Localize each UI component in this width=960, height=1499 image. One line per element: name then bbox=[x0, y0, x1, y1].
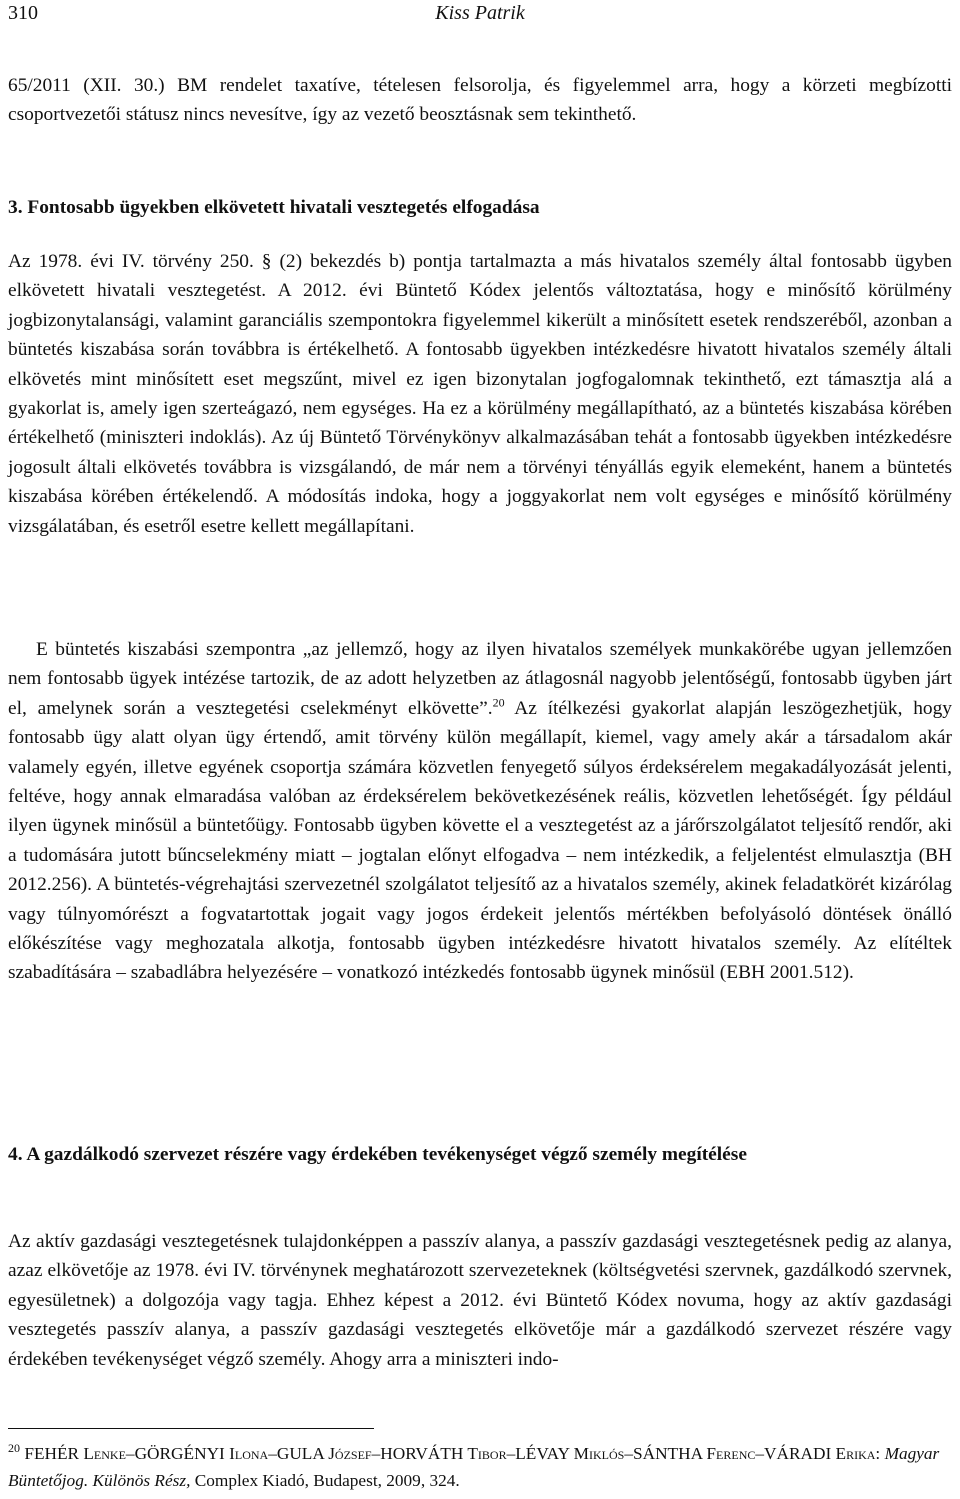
paragraph-section-3: Az 1978. évi IV. törvény 250. § (2) bekezdés b) pontja tartalmazta a más hivatalos személy által fontosabb ügyben elkövetett hivatali vesztegetést. A 2012. évi Büntető Kódex jelentős változtatása, hogy e minősítő körülmény jogbizonytalansági, valamint garanciális szempontokra figyelemmel kikerült a minősített esetek rendszeréből, azonban a büntetés kiszabása során továbbra is értékelhető. A fontosabb ügyekben intézkedésre hivatott hivatalos személy általi elkövetés mint minősített eset megszűnt, mivel ez igen bizonytalan jogfogalomnak tekinthető, ezt támasztja alá a gyakorlat is, amely igen szerteágazó, nem egységes. Ha ez a körülmény megállapítható, az a büntetés kiszabása körében értékelhető (miniszteri indoklás). Az új Büntető Törvénykönyv alkalmazásában tehát a fontosabb ügyekben intézkedésre jogosult általi elkövetés továbbra is vizsgálandó, de már nem a törvényi tényállás egyik elemeként, hanem a büntetés kiszabása körében értékelendő. A módosítás indoka, hogy a joggyakorlat nem volt egységes e minősítő körülmény vizsgálatában, és esetről esetre kellett megállapítani. bbox=[8, 251, 952, 537]
paragraph-quote-part: E büntetés kiszabási szempontra „az jellemző, hogy az ilyen hivatalos személyek munkakörébe ugyan jellemzően nem fontosabb ügyek intézése tartozik, de az adott helyzetben az átlagosnál nagyobb jelentőségű, fontosabb ügyben járt el, amelynek során a vesztegetési cselekményt elkövette”. bbox=[8, 639, 952, 719]
footnote-number: 20 bbox=[8, 1441, 20, 1456]
paragraph-section-3-cont bbox=[8, 635, 952, 988]
footnote-separator bbox=[8, 1428, 374, 1429]
paragraph-rest: Az ítélkezési gyakorlat alapján leszögezhetjük, hogy fontosabb ügy alatt olyan ügy értendő, amit törvény külön megállapít, kiemel, vagy amely akár a társadalom akár valamely egyén, illetve egyének csoportja számára közvetlen fenyegető súlyos érdeksérelem megakadályozását jelenti, feltéve, hogy annak elmaradása valóban az érdeksérelem bekövetkezésének reális, közvetlen lehetőségét. Így például ilyen ügynek minősül a büntetőügy. Fontosabb ügyben követte el a vesztegetést az a járőrszolgálatot teljesítő rendőr, aki a tudomására jutott bűncselekmény miatt – jogtalan előnyt elfogadva – nem intézkedik, a feljelentést elmulasztja (BH 2012.256). A büntetés-végrehajtási szervezetnél szolgálatot teljesítő az a hivatalos személy, akinek feladatkörét kizárólag vagy túlnyomórészt a fogvatartottak jogait vagy jogos érdekeit jelentős mértékben befolyásoló döntések önálló előkészítése vagy meghozatala alkotja, fontosabb ügyben intézkedésre hivatott hivatalos személy. Az elítéltek szabadítására – szabadlábra helyezésére – vonatkozó intézkedés fontosabb ügynek minősül (EBH 2001.512). bbox=[8, 697, 952, 984]
running-head-author: Kiss Patrik bbox=[435, 2, 525, 24]
footnote bbox=[8, 1440, 952, 1494]
footnote-ref[interactable]: 20 bbox=[492, 695, 505, 710]
running-header bbox=[8, 2, 952, 30]
footnote-publisher: Complex Kiadó, Budapest, 2009, 324. bbox=[194, 1471, 460, 1490]
page-number: 310 bbox=[8, 2, 38, 24]
section-heading-3: 3. Fontosabb ügyekben elkövetett hivatali vesztegetés elfogadása bbox=[8, 197, 540, 218]
footnote-title: Magyar Büntetőjog. Különös Rész, bbox=[8, 1444, 940, 1490]
section-heading-4: 4. A gazdálkodó szervezet részére vagy érdekében tevékenységet végző személy megítélése bbox=[8, 1144, 747, 1165]
paragraph-intro: 65/2011 (XII. 30.) BM rendelet taxatíve, tételesen felsorolja, és figyelemmel arra, hogy a körzeti megbízotti csoportvezetői státusz nincs nevesítve, így az vezető beosztásnak sem tekinthető. bbox=[8, 75, 952, 126]
footnote-authors: FEHÉR Lenke–GÖRGÉNYI Ilona–GULA József–HORVÁTH Tibor–LÉVAY Miklós–SÁNTHA Ferenc–VÁRADI Erika: bbox=[24, 1444, 881, 1463]
paragraph-section-4: Az aktív gazdasági vesztegetésnek tulajdonképpen a passzív alanya, a passzív gazdasági vesztegetésnek pedig az alanya, azaz elkövetője az 1978. évi IV. törvénynek meghatározott szervezeteknek (költségvetési szervnek, gazdálkodó szervnek, egyesületnek) a dolgozója vagy tagja. Ehhez képest a 2012. évi Büntető Kódex novuma, hogy az aktív gazdasági vesztegetés passzív alanya, a passzív gazdasági vesztegetés elkövetője már a gazdálkodó szervezet részére vagy érdekében tevékenységet végző személy. Ahogy arra a miniszteri indo- bbox=[8, 1231, 952, 1370]
